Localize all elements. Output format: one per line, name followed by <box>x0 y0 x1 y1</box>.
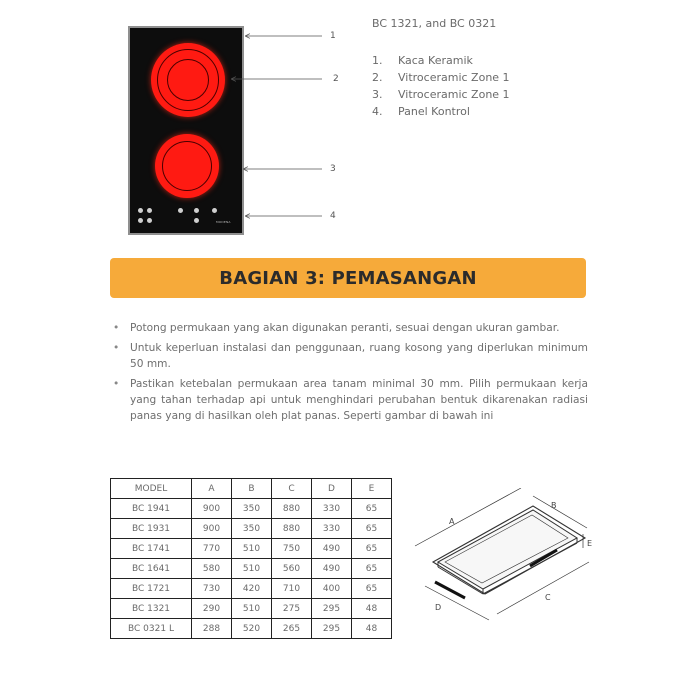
cooktop-image <box>128 26 244 235</box>
parts-item: 4. Panel Kontrol <box>372 105 470 118</box>
table-cell: 710 <box>272 579 312 599</box>
table-cell: 265 <box>272 619 312 639</box>
table-cell: 350 <box>232 519 272 539</box>
control-key <box>212 208 217 213</box>
control-key <box>194 218 199 223</box>
table-row <box>111 579 392 599</box>
table-cell: 580 <box>192 559 232 579</box>
table-cell: BC 1931 <box>111 519 192 539</box>
parts-item: 3. Vitroceramic Zone 1 <box>372 88 510 101</box>
instruction-item: • Untuk keperluan instalasi dan penggunaan, ruang kosong yang diperlukan minimum 50 mm. <box>110 340 588 372</box>
table-cell: 900 <box>192 499 232 519</box>
cooking-zone-small <box>155 134 219 198</box>
table-cell: 510 <box>232 559 272 579</box>
table-cell: 65 <box>352 499 392 519</box>
table-cell: 295 <box>312 619 352 639</box>
column-header: C <box>272 479 312 499</box>
table-cell: BC 0321 L <box>111 619 192 639</box>
parts-item: 2. Vitroceramic Zone 1 <box>372 71 510 84</box>
control-key <box>138 208 143 213</box>
table-cell: 400 <box>312 579 352 599</box>
callout-2: 2 <box>333 74 339 84</box>
table-cell: 288 <box>192 619 232 639</box>
control-key <box>178 208 183 213</box>
table-cell: 490 <box>312 539 352 559</box>
instruction-list <box>110 320 588 428</box>
table-cell: 65 <box>352 519 392 539</box>
table-row <box>111 619 392 639</box>
table-cell: 290 <box>192 599 232 619</box>
table-cell: BC 1721 <box>111 579 192 599</box>
table-cell: 295 <box>312 599 352 619</box>
table-row <box>111 539 392 559</box>
dimension-label-d: D <box>435 603 442 612</box>
table-cell: BC 1741 <box>111 539 192 559</box>
dimension-label-a: A <box>449 517 455 526</box>
table-row <box>111 599 392 619</box>
dimension-label-b: B <box>551 501 557 510</box>
table-cell: 490 <box>312 559 352 579</box>
control-key <box>147 208 152 213</box>
table-cell: BC 1321 <box>111 599 192 619</box>
control-key <box>147 218 152 223</box>
column-header: MODEL <box>111 479 192 499</box>
dimensions-table <box>110 478 392 639</box>
table-row <box>111 519 392 539</box>
table-cell: 65 <box>352 539 392 559</box>
column-header: A <box>192 479 232 499</box>
table-cell: 48 <box>352 619 392 639</box>
brand-label: MODENA <box>216 220 231 224</box>
table-cell: 65 <box>352 579 392 599</box>
table-cell: 770 <box>192 539 232 559</box>
table-header-row <box>111 479 392 499</box>
table-cell: 48 <box>352 599 392 619</box>
section-title: BAGIAN 3: PEMASANGAN <box>219 267 477 289</box>
table-cell: 520 <box>232 619 272 639</box>
dimension-label-e: E <box>587 539 593 548</box>
table-cell: 510 <box>232 539 272 559</box>
model-title: BC 1321, and BC 0321 <box>372 17 497 30</box>
table-cell: BC 1641 <box>111 559 192 579</box>
table-cell: 880 <box>272 499 312 519</box>
table-cell: 730 <box>192 579 232 599</box>
table-cell: BC 1941 <box>111 499 192 519</box>
callout-4: 4 <box>330 211 336 221</box>
table-cell: 350 <box>232 499 272 519</box>
control-key <box>194 208 199 213</box>
instruction-item: • Pastikan ketebalan permukaan area tanam minimal 30 mm. Pilih permukaan kerja yang tahan terhadap api untuk menghindari perubahan bentuk dikarenakan radiasi panas yang di hasilkan oleh plat panas. Seperti gambar di bawah ini <box>110 376 588 424</box>
callout-3: 3 <box>330 164 336 174</box>
table-cell: 275 <box>272 599 312 619</box>
table-cell: 880 <box>272 519 312 539</box>
column-header: D <box>312 479 352 499</box>
table-row <box>111 499 392 519</box>
dimension-label-c: C <box>545 593 551 602</box>
column-header: E <box>352 479 392 499</box>
table-cell: 750 <box>272 539 312 559</box>
table-cell: 330 <box>312 519 352 539</box>
callout-arrows <box>230 25 350 225</box>
parts-item: 1. Kaca Keramik <box>372 54 473 67</box>
parts-list <box>372 52 510 120</box>
installation-diagram <box>405 488 605 628</box>
table-cell: 560 <box>272 559 312 579</box>
table-cell: 330 <box>312 499 352 519</box>
instruction-item: • Potong permukaan yang akan digunakan peranti, sesuai dengan ukuran gambar. <box>110 320 588 336</box>
cooking-zone-large <box>151 43 225 117</box>
callout-1: 1 <box>330 31 336 41</box>
table-cell: 900 <box>192 519 232 539</box>
table-cell: 510 <box>232 599 272 619</box>
control-key <box>138 218 143 223</box>
table-cell: 420 <box>232 579 272 599</box>
column-header: B <box>232 479 272 499</box>
table-row <box>111 559 392 579</box>
section-banner <box>110 258 586 298</box>
table-cell: 65 <box>352 559 392 579</box>
